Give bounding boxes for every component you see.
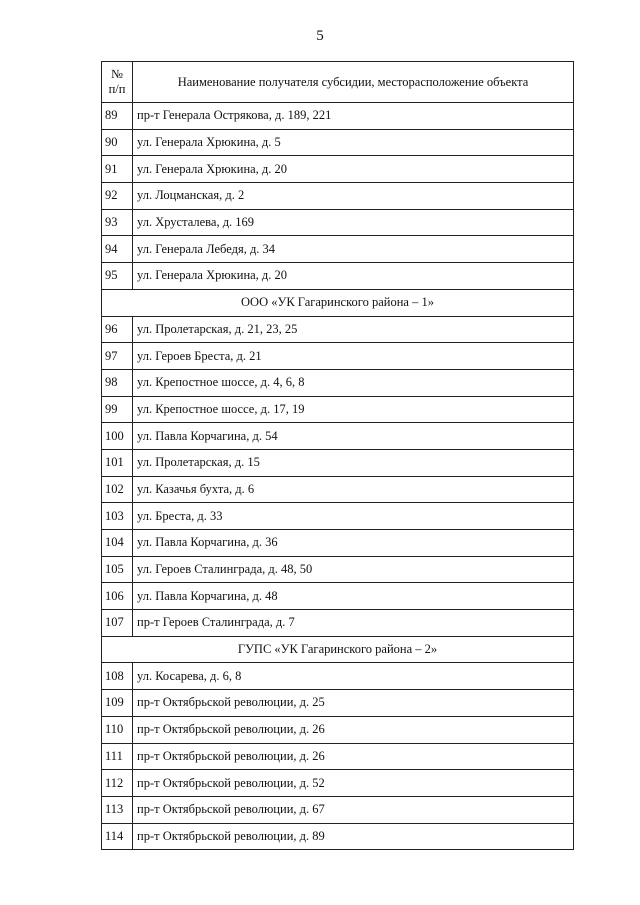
row-address: ул. Павла Корчагина, д. 48 xyxy=(133,583,574,610)
table-row xyxy=(102,770,574,797)
table-row xyxy=(102,423,574,450)
row-number: 98 xyxy=(102,369,133,396)
row-number: 109 xyxy=(102,690,133,717)
row-number: 105 xyxy=(102,556,133,583)
row-number: 100 xyxy=(102,423,133,450)
group-heading: ГУПС «УК Гагаринского района – 2» xyxy=(102,636,574,663)
table-row xyxy=(102,156,574,183)
row-number: 96 xyxy=(102,316,133,343)
column-header-number xyxy=(102,62,133,103)
table-row xyxy=(102,343,574,370)
row-address: ул. Генерала Хрюкина, д. 20 xyxy=(133,156,574,183)
table-row xyxy=(102,449,574,476)
table-row xyxy=(102,823,574,850)
row-number: 108 xyxy=(102,663,133,690)
row-address: ул. Косарева, д. 6, 8 xyxy=(133,663,574,690)
row-number: 90 xyxy=(102,129,133,156)
group-heading: ООО «УК Гагаринского района – 1» xyxy=(102,289,574,316)
row-number: 102 xyxy=(102,476,133,503)
table-row xyxy=(102,690,574,717)
group-heading-row xyxy=(102,289,574,316)
column-header-number-abbrev: п/п xyxy=(108,82,126,96)
row-address: ул. Павла Корчагина, д. 54 xyxy=(133,423,574,450)
row-address: ул. Пролетарская, д. 21, 23, 25 xyxy=(133,316,574,343)
table-row xyxy=(102,476,574,503)
row-number: 91 xyxy=(102,156,133,183)
table-row xyxy=(102,396,574,423)
column-header-name: Наименование получателя субсидии, месторасположение объекта xyxy=(133,62,574,103)
table-row xyxy=(102,263,574,290)
table-row xyxy=(102,209,574,236)
row-number: 92 xyxy=(102,183,133,210)
row-number: 95 xyxy=(102,263,133,290)
table-row xyxy=(102,716,574,743)
row-number: 107 xyxy=(102,610,133,637)
row-address: ул. Генерала Хрюкина, д. 20 xyxy=(133,263,574,290)
row-address: ул. Бреста, д. 33 xyxy=(133,503,574,530)
table-row xyxy=(102,503,574,530)
table-row xyxy=(102,796,574,823)
table-row xyxy=(102,530,574,557)
row-number: 103 xyxy=(102,503,133,530)
table-row xyxy=(102,369,574,396)
row-number: 104 xyxy=(102,530,133,557)
group-heading-row xyxy=(102,636,574,663)
row-number: 94 xyxy=(102,236,133,263)
row-address: ул. Генерала Хрюкина, д. 5 xyxy=(133,129,574,156)
subsidy-recipients-table xyxy=(101,61,574,850)
row-address: пр-т Октябрьской революции, д. 67 xyxy=(133,796,574,823)
column-header-number-symbol: № xyxy=(111,67,123,81)
header-row xyxy=(102,62,574,103)
row-address: ул. Павла Корчагина, д. 36 xyxy=(133,530,574,557)
table-row xyxy=(102,129,574,156)
row-address: пр-т Октябрьской революции, д. 89 xyxy=(133,823,574,850)
table-row xyxy=(102,183,574,210)
page-number: 5 xyxy=(316,28,324,44)
table-row xyxy=(102,103,574,130)
table-header xyxy=(102,62,574,103)
row-address: пр-т Октябрьской революции, д. 26 xyxy=(133,743,574,770)
table-row xyxy=(102,610,574,637)
row-address: пр-т Генерала Острякова, д. 189, 221 xyxy=(133,103,574,130)
row-number: 110 xyxy=(102,716,133,743)
row-address: ул. Пролетарская, д. 15 xyxy=(133,449,574,476)
table-row xyxy=(102,316,574,343)
row-address: ул. Генерала Лебедя, д. 34 xyxy=(133,236,574,263)
row-address: ул. Казачья бухта, д. 6 xyxy=(133,476,574,503)
row-address: пр-т Героев Сталинграда, д. 7 xyxy=(133,610,574,637)
row-address: ул. Лоцманская, д. 2 xyxy=(133,183,574,210)
row-address: ул. Крепостное шоссе, д. 17, 19 xyxy=(133,396,574,423)
row-address: пр-т Октябрьской революции, д. 26 xyxy=(133,716,574,743)
row-number: 99 xyxy=(102,396,133,423)
row-address: пр-т Октябрьской революции, д. 25 xyxy=(133,690,574,717)
table-body xyxy=(102,103,574,850)
row-number: 101 xyxy=(102,449,133,476)
row-number: 97 xyxy=(102,343,133,370)
table-row xyxy=(102,556,574,583)
row-number: 114 xyxy=(102,823,133,850)
table-row xyxy=(102,236,574,263)
row-number: 89 xyxy=(102,103,133,130)
row-address: ул. Героев Бреста, д. 21 xyxy=(133,343,574,370)
row-address: ул. Крепостное шоссе, д. 4, 6, 8 xyxy=(133,369,574,396)
row-address: ул. Хрусталева, д. 169 xyxy=(133,209,574,236)
table-row xyxy=(102,583,574,610)
row-number: 112 xyxy=(102,770,133,797)
row-number: 106 xyxy=(102,583,133,610)
table-row xyxy=(102,663,574,690)
row-number: 93 xyxy=(102,209,133,236)
row-address: ул. Героев Сталинграда, д. 48, 50 xyxy=(133,556,574,583)
row-number: 113 xyxy=(102,796,133,823)
row-number: 111 xyxy=(102,743,133,770)
table-row xyxy=(102,743,574,770)
row-address: пр-т Октябрьской революции, д. 52 xyxy=(133,770,574,797)
